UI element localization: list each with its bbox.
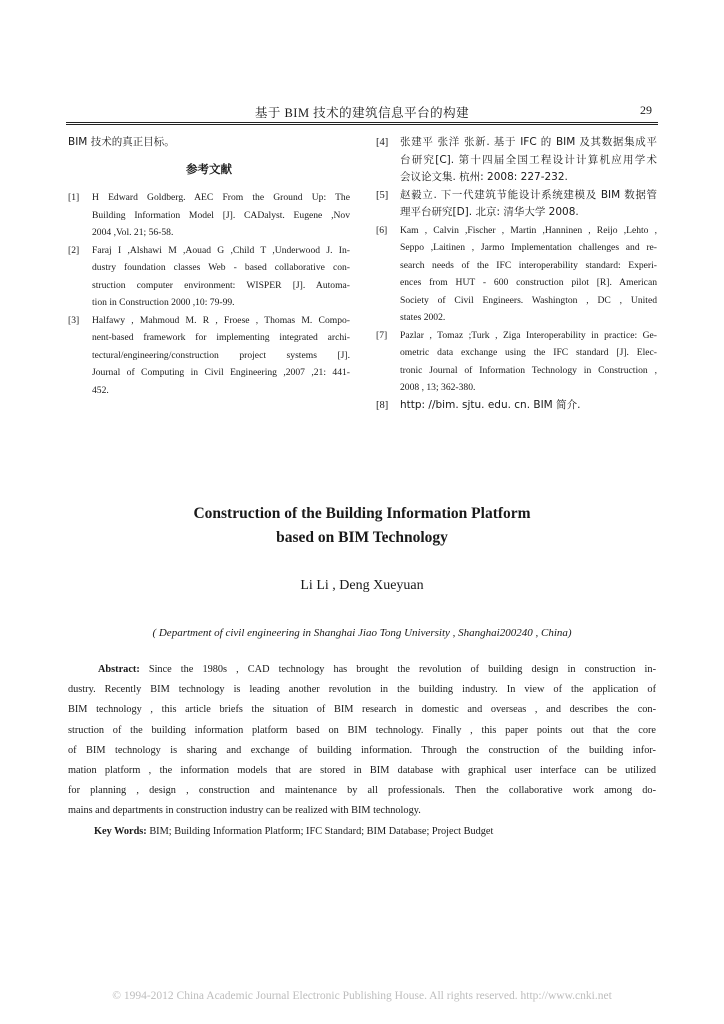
reference-number: [6]	[376, 224, 388, 236]
reference-first-line	[68, 189, 350, 207]
authors: Li Li , Deng Xueyuan	[300, 578, 424, 593]
reference-text: Faraj I ,Alshawi M ,Aouad G ,Child T ,Underwood J. In-	[92, 244, 350, 256]
reference-continuation-line: Seppo ,Laitinen , Jarmo Implementation challenges and re-	[400, 242, 657, 253]
english-title-line2: based on BIM Technology	[276, 529, 448, 546]
reference-text: H Edward Goldberg. AEC From the Ground Up: The	[92, 192, 350, 203]
running-header-title: 基于 BIM 技术的建筑信息平台的构建	[254, 106, 470, 120]
reference-item	[376, 327, 657, 397]
reference-continuation-line: Society of Civil Engineers. Washington , DC , United	[400, 294, 657, 306]
reference-item	[376, 397, 657, 415]
reference-continuation-line: tronic Journal of Information Technology in Construction ,	[400, 364, 657, 376]
reference-continuation-line: nent-based framework for implementing integrated archi-	[92, 332, 350, 343]
abstract-line: of BIM technology is sharing and exchange of building information. Through the construction of the building infor-	[68, 744, 656, 756]
reference-number: [8]	[376, 399, 389, 411]
reference-continuation-line: 452.	[92, 384, 109, 396]
header-rule	[66, 122, 658, 125]
reference-continuation-line: struction computer environment: WISPER [J]. Automa-	[92, 279, 350, 291]
reference-item	[68, 242, 350, 312]
reference-number: [4]	[376, 137, 389, 148]
abstract-line: struction of the building information platform based on BIM technology. Finally , this paper points out that the core	[68, 724, 656, 736]
reference-number: [7]	[376, 329, 388, 341]
abstract-block	[68, 660, 656, 842]
abstract-label: Abstract:	[98, 664, 140, 675]
left-references-list	[68, 189, 350, 399]
reference-item	[376, 222, 657, 327]
reference-continuation-line: 台研究[C]. 第十四届全国工程设计计算机应用学术	[400, 153, 657, 166]
reference-continuation-line: 理平台研究[D]. 北京: 清华大学 2008.	[400, 206, 579, 218]
abstract-line	[68, 660, 656, 680]
reference-number: [1]	[68, 192, 80, 203]
reference-text: http: //bim. sjtu. edu. cn. BIM 简介.	[400, 398, 581, 411]
reference-item	[376, 187, 657, 222]
reference-first-line	[376, 187, 657, 205]
reference-continuation-line: dustry foundation classes Web - based collaborative con-	[92, 262, 350, 273]
right-column	[376, 134, 657, 414]
reference-first-line	[376, 397, 657, 415]
reference-first-line	[68, 312, 350, 330]
reference-text: 赵毅立. 下一代建筑节能设计系统建模及 BIM 数据管	[400, 188, 657, 201]
page-number: 29	[640, 103, 652, 117]
copyright-footer: © 1994-2012 China Academic Journal Electronic Publishing House. All rights reserved. http://www.cnki.net	[112, 990, 612, 1002]
abstract-lines	[68, 660, 656, 822]
reference-text: Halfawy , Mahmoud M. R , Froese , Thomas M. Compo-	[92, 314, 350, 326]
abstract-line: dustry. Recently BIM technology is leading another revolution in the building industry. In view of the application of	[68, 684, 656, 696]
keywords-line	[68, 822, 656, 842]
reference-text: Kam , Calvin ,Fischer , Martin ,Hanninen , Reijo ,Lehto ,	[400, 224, 657, 236]
reference-first-line	[376, 134, 657, 152]
reference-number: [3]	[68, 314, 80, 326]
reference-continuation-line: Journal of Computing in Civil Engineering ,2007 ,21: 441-	[92, 367, 350, 378]
abstract-line: mation platform , the information models that are stored in BIM database with graphical user interface can be utilized	[68, 765, 656, 777]
reference-continuation-line: 2008 , 13; 362-380.	[400, 382, 476, 393]
reference-continuation-line: tectural/engineering/construction project systems [J].	[92, 349, 350, 361]
affiliation: ( Department of civil engineering in Shanghai Jiao Tong University , Shanghai200240 , China)	[152, 627, 572, 639]
reference-item	[376, 134, 657, 187]
reference-continuation-line: tion in Construction 2000 ,10: 79-99.	[92, 297, 235, 308]
reference-first-line	[68, 242, 350, 260]
right-references-list	[376, 134, 657, 414]
reference-continuation-line: 2004 ,Vol. 21; 56-58.	[92, 227, 174, 238]
reference-continuation-line: ometric data exchange using the IFC standard [J]. Elec-	[400, 347, 657, 358]
reference-number: [2]	[68, 244, 80, 256]
left-column	[68, 134, 350, 399]
intro-line: BIM 技术的真正目标。	[68, 136, 175, 148]
reference-item	[68, 189, 350, 242]
english-title-line1: Construction of the Building Information Platform	[193, 505, 531, 522]
reference-continuation-line: ences from HUT - 600 construction pilot [R]. American	[400, 277, 657, 288]
reference-first-line	[376, 327, 657, 345]
reference-first-line	[376, 222, 657, 240]
reference-number: [5]	[376, 189, 389, 201]
abstract-line: for planning , design , construction and maintenance by all professionals. Then the collaborative work among do-	[68, 785, 656, 797]
reference-continuation-line: states 2002.	[400, 312, 446, 323]
references-title: 参考文献	[186, 161, 232, 176]
reference-continuation-line: 会议论文集. 杭州: 2008: 227-232.	[400, 171, 568, 183]
abstract-text: Since the 1980s , CAD technology has brought the revolution of building design in construction in-	[148, 664, 656, 675]
reference-continuation-line: search needs of the IFC interoperability standard: Experi-	[400, 259, 657, 271]
abstract-line: mains and departments in construction industry can be realized with BIM technology.	[68, 805, 421, 817]
keywords-text: BIM; Building Information Platform; IFC Standard; BIM Database; Project Budget	[149, 825, 494, 837]
reference-text: 张建平 张洋 张新. 基于 IFC 的 BIM 及其数据集成平	[400, 136, 657, 148]
abstract-line: BIM technology , this article briefs the situation of BIM research in domestic and overseas , and describes the con-	[68, 704, 656, 716]
keywords-label: Key Words:	[94, 825, 147, 837]
reference-text: Pazlar , Tomaz ;Turk , Ziga Interoperability in practice: Ge-	[400, 329, 657, 341]
reference-continuation-line: Building Information Model [J]. CADalyst. Eugene ,Nov	[92, 209, 350, 221]
reference-item	[68, 312, 350, 400]
